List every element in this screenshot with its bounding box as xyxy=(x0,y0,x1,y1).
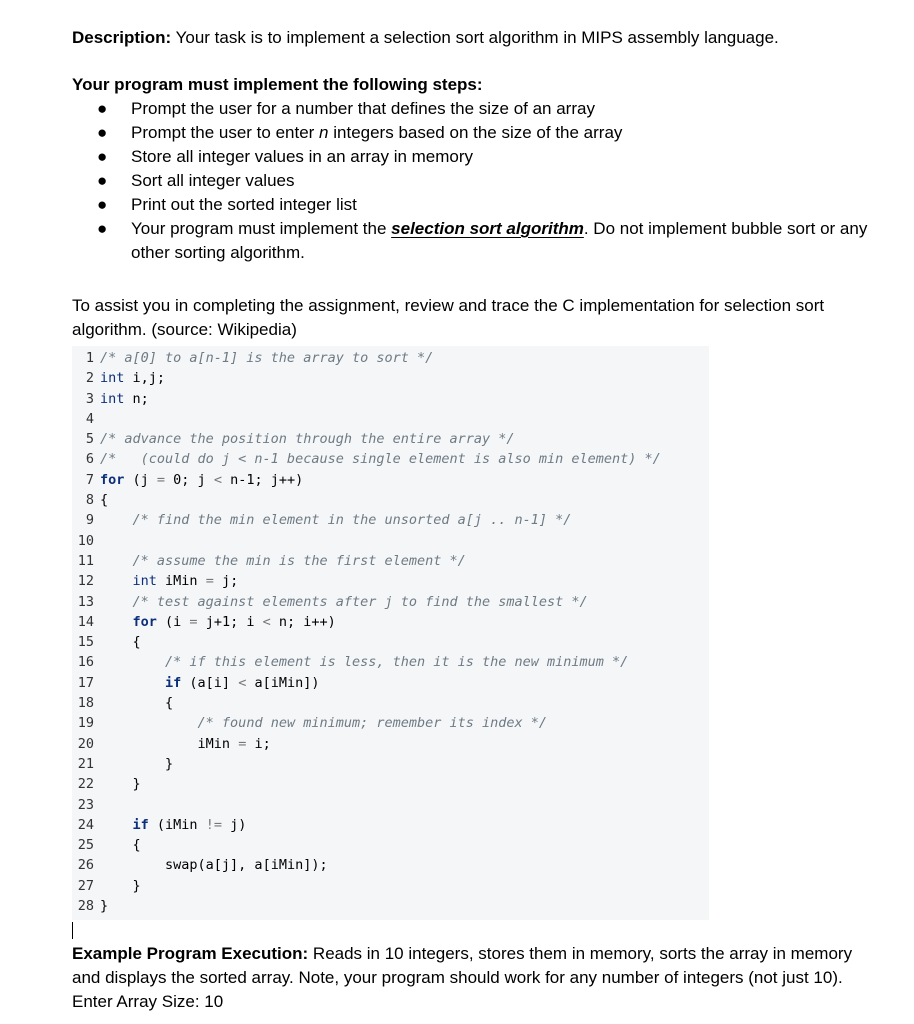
code-line xyxy=(72,470,709,490)
code-line xyxy=(72,632,709,652)
code-line xyxy=(72,835,709,855)
bullet-icon: ● xyxy=(97,171,108,190)
list-item: ● Your program must implement the selection sort algorithm. Do not implement bubble sort or any other sorting algorithm. xyxy=(97,219,868,262)
code-token: } xyxy=(165,755,174,772)
line-number: 24 xyxy=(77,816,94,833)
code-token: int xyxy=(132,573,157,590)
selection-sort-emphasis: selection sort algorithm xyxy=(391,219,584,238)
code-line xyxy=(72,490,709,510)
line-number: 11 xyxy=(77,552,94,569)
code-token: = xyxy=(189,613,198,630)
line-number: 1 xyxy=(85,350,94,366)
code-token: (a[i] xyxy=(181,674,239,691)
line-number: 26 xyxy=(77,857,94,874)
description-label: Description: xyxy=(72,28,172,47)
code-token: { xyxy=(132,837,141,854)
code-line xyxy=(72,510,709,530)
line-number: 3 xyxy=(85,390,94,407)
line-number: 25 xyxy=(77,837,94,854)
code-token: } xyxy=(132,776,141,793)
code-token: /* found new minimum; remember its index */ xyxy=(197,715,548,732)
line-number: 22 xyxy=(77,776,94,793)
code-line xyxy=(72,368,709,388)
bullet-icon: ● xyxy=(97,123,108,142)
code-line xyxy=(72,551,709,571)
code-token: j+1; i xyxy=(197,613,263,630)
line-number: 12 xyxy=(77,573,94,590)
document xyxy=(72,24,872,1014)
line-number: 13 xyxy=(77,593,94,610)
code-token: { xyxy=(132,634,141,651)
list-item: ● Prompt the user to enter n integers based on the size of the array xyxy=(72,121,872,145)
code-token: /* assume the min is the first element */ xyxy=(132,552,466,569)
code-token: = xyxy=(238,735,247,752)
code-line xyxy=(72,348,709,368)
code-line xyxy=(72,774,709,794)
code-token: /* find the min element in the unsorted a[j .. n-1] */ xyxy=(132,512,572,529)
code-token: i; xyxy=(246,735,271,752)
line-number: 23 xyxy=(77,796,94,813)
line-number: 6 xyxy=(85,451,94,468)
code-token: } xyxy=(100,898,109,915)
code-token: i,j; xyxy=(124,370,166,387)
code-token: n; xyxy=(124,390,149,407)
line-number: 5 xyxy=(85,431,94,448)
code-token: != xyxy=(205,816,222,833)
code-token: /* a[0] to a[n-1] is the array to sort */ xyxy=(100,350,434,366)
code-token: /* advance the position through the entire array */ xyxy=(100,431,515,448)
line-number: 27 xyxy=(77,877,94,894)
line-number: 16 xyxy=(77,654,94,671)
line-number: 15 xyxy=(77,634,94,651)
list-item: ● Store all integer values in an array in memory xyxy=(72,145,872,169)
steps-list xyxy=(72,97,872,265)
assist-paragraph: To assist you in completing the assignment, review and trace the C implementation for selection sort algorithm. (source: Wikipedia) xyxy=(72,296,825,339)
code-token: (j xyxy=(124,471,157,488)
code-token: if xyxy=(132,816,149,833)
code-token: (iMin xyxy=(148,816,206,833)
code-token: swap(a[j], a[iMin]); xyxy=(165,857,328,874)
line-number: 2 xyxy=(85,370,94,387)
list-item: ● Print out the sorted integer list xyxy=(72,193,872,217)
code-line xyxy=(72,449,709,469)
code-line xyxy=(72,795,709,815)
steps-heading: Your program must implement the following steps: xyxy=(72,75,483,94)
bullet-icon: ● xyxy=(97,147,108,166)
code-line xyxy=(72,571,709,591)
line-number: 8 xyxy=(85,492,94,509)
list-item: ● Prompt the user for a number that defines the size of an array xyxy=(72,97,872,121)
code-line xyxy=(72,693,709,713)
code-line xyxy=(72,876,709,896)
code-token: int xyxy=(100,390,125,407)
line-number: 20 xyxy=(77,735,94,752)
code-token: /* (could do j < n-1 because single element is also min element) */ xyxy=(100,451,661,468)
example-label: Example Program Execution: xyxy=(72,944,309,964)
code-token: 0; j xyxy=(165,471,214,488)
line-number: 4 xyxy=(85,410,94,427)
code-token: } xyxy=(132,877,141,894)
code-token: < xyxy=(238,674,247,691)
bullet-icon: ● xyxy=(97,99,108,118)
code-line xyxy=(72,531,709,551)
code-token: /* if this element is less, then it is the new minimum */ xyxy=(165,654,629,671)
code-token: if xyxy=(165,674,182,691)
line-number: 28 xyxy=(77,898,94,915)
code-token: { xyxy=(165,695,174,712)
code-token: /* test against elements after j to find the smallest */ xyxy=(132,593,588,610)
code-line xyxy=(72,652,709,672)
code-line xyxy=(72,734,709,754)
code-line xyxy=(72,409,709,429)
code-line xyxy=(72,855,709,875)
code-token: for xyxy=(132,613,157,630)
code-token: n; i++) xyxy=(270,613,336,630)
code-token: = xyxy=(205,573,214,590)
text-cursor xyxy=(72,922,73,939)
code-line xyxy=(72,429,709,449)
code-line xyxy=(72,592,709,612)
code-line xyxy=(72,713,709,733)
code-token: (i xyxy=(156,613,190,630)
line-number: 17 xyxy=(77,674,94,691)
variable-n: n xyxy=(319,123,329,142)
code-line xyxy=(72,815,709,835)
example-paragraph xyxy=(72,942,872,990)
code-token: n-1; j++) xyxy=(221,471,304,488)
line-number: 19 xyxy=(77,715,94,732)
bullet-icon: ● xyxy=(97,219,108,238)
code-token: j) xyxy=(221,816,247,833)
code-line xyxy=(72,673,709,693)
code-line xyxy=(72,896,709,916)
code-token: int xyxy=(100,370,125,387)
line-number: 21 xyxy=(77,755,94,772)
list-item: ● Sort all integer values xyxy=(72,169,872,193)
code-token: < xyxy=(213,471,222,488)
description-paragraph xyxy=(72,26,872,50)
code-token: { xyxy=(100,492,109,509)
array-size-line: Enter Array Size: 10 xyxy=(72,992,224,1012)
code-token: iMin xyxy=(156,573,206,590)
line-number: 7 xyxy=(85,471,94,488)
line-number: 10 xyxy=(77,532,94,549)
code-line xyxy=(72,754,709,774)
code-line xyxy=(72,612,709,632)
example-text: Reads in 10 integers, stores them in memory, sorts the array in memory and displays the sorted array. Note, your program should work for any number of integers (not just 10). xyxy=(72,944,853,988)
code-block xyxy=(72,346,709,920)
code-token: a[iMin]) xyxy=(246,674,320,691)
code-line xyxy=(72,389,709,409)
code-token: for xyxy=(100,471,125,488)
code-token: j; xyxy=(213,573,239,590)
code-token: = xyxy=(156,471,166,488)
line-number: 14 xyxy=(77,613,94,630)
code-token: < xyxy=(262,613,271,630)
line-number: 9 xyxy=(85,512,94,529)
line-number: 18 xyxy=(77,695,94,712)
bullet-icon: ● xyxy=(97,195,108,214)
code-token: iMin xyxy=(197,735,239,752)
description-text: Your task is to implement a selection sort algorithm in MIPS assembly language. xyxy=(171,28,779,47)
